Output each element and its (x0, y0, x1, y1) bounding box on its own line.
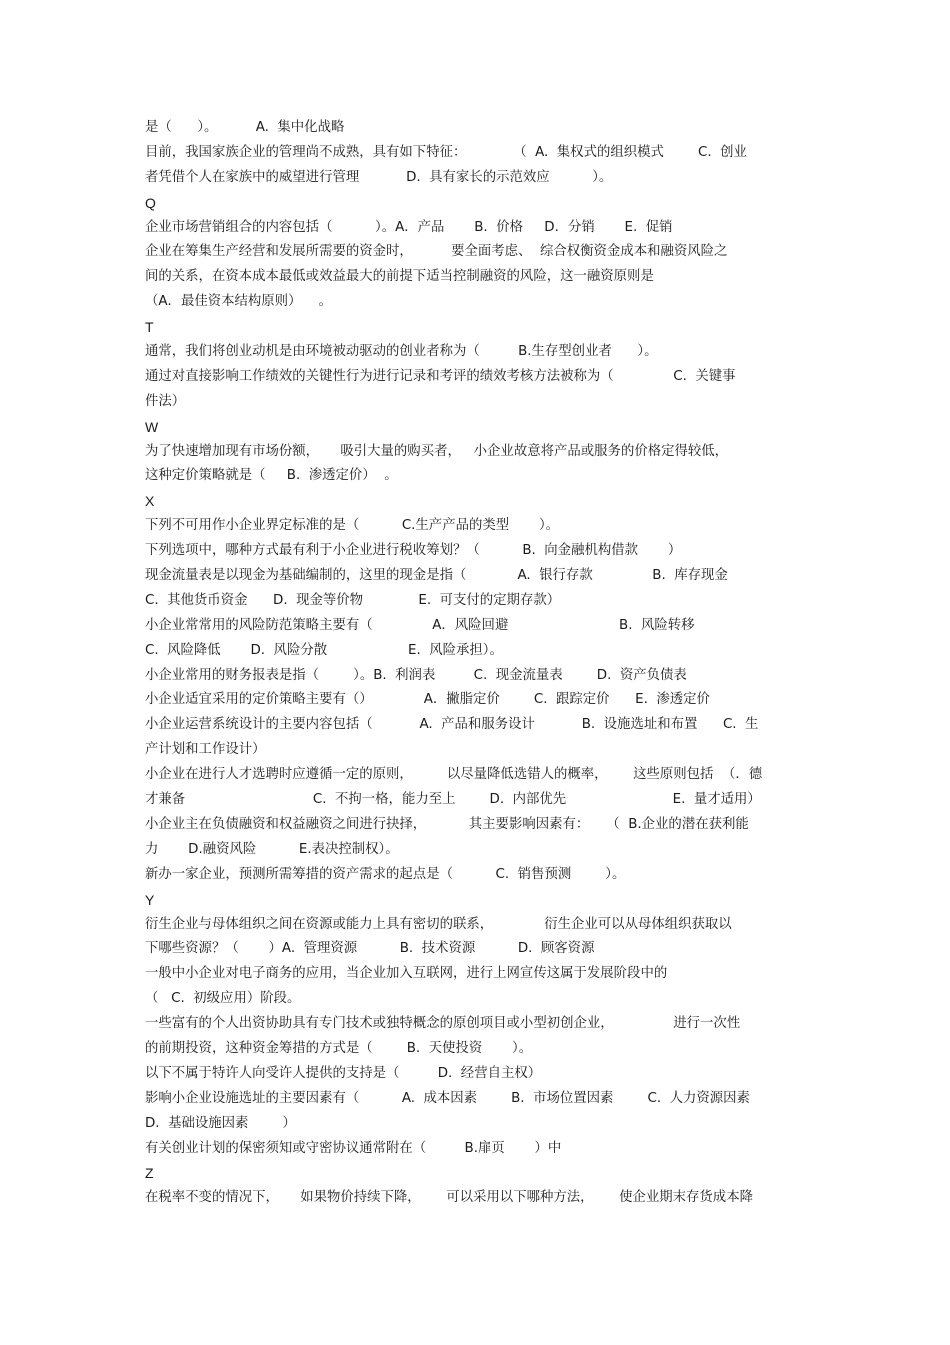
section-letter-t: T (145, 319, 154, 336)
text-line: C. 其他货币资金 D. 现金等价物 E. 可支付的定期存款） (145, 592, 561, 608)
text-line: 小企业主在负债融资和权益融资之间进行抉择， 其主要影响因素有： （ B.企业的潜在获利能 (145, 816, 749, 832)
text-line: 者凭借个人在家族中的威望进行管理 D. 具有家长的示范效应 ）。 (145, 169, 613, 185)
text-line: 小企业在进行人才选聘时应遵循一定的原则， 以尽量降低选错人的概率， 这些原则包括 （．德 (145, 767, 763, 783)
text-line: 企业市场营销组合的内容包括（ ）。A．产品 B. 价格 D．分销 E. 促销 (145, 219, 673, 235)
text-line: 产计划和工作设计） (145, 742, 266, 758)
text-line: 间的关系，在资本成本最低或效益最大的前提下适当控制融资的风险，这一融资原则是 (145, 269, 654, 285)
text-line: 影响小企业设施选址的主要因素有（ A. 成本因素 B. 市场位置因素 C. 人力资源因素 (145, 1090, 750, 1106)
text-line: D. 基础设施因素 ） (145, 1115, 296, 1131)
text-line: （ C. 初级应用）阶段。 (145, 991, 301, 1007)
text-line: 现金流量表是以现金为基础编制的，这里的现金是指（ A. 银行存款 B. 库存现金 (145, 568, 728, 584)
text-line: 小企业运营系统设计的主要内容包括（ A. 产品和服务设计 B. 设施选址和布置 C. 生 (145, 717, 759, 733)
text-line: 以下不属于特许人向受许人提供的支持是（ D. 经营自主权） (145, 1065, 542, 1081)
text-line: 在税率不变的情况下， 如果物价持续下降， 可以采用以下哪种方法， 使企业期末存货成本降 (145, 1190, 753, 1206)
text-line: 为了快速增加现有市场份额， 吸引大量的购买者， 小企业故意将产品或服务的价格定得较低， (145, 443, 729, 459)
text-line: 小企业适宜采用的定价策略主要有（） A．撇脂定价 C. 跟踪定价 E. 渗透定价 (145, 692, 710, 708)
page-content (145, 116, 810, 1211)
text-line: 小企业常用的财务报表是指（ ）。B. 利润表 C. 现金流量表 D. 资产负债表 (145, 667, 687, 683)
text-line: C. 风险降低 D. 风险分散 E. 风险承担）。 (145, 642, 503, 658)
text-line: 件法） (145, 393, 186, 409)
text-line: 小企业常常用的风险防范策略主要有（ A．风险回避 B. 风险转移 (145, 617, 695, 633)
text-line: 下列选项中，哪种方式最有利于小企业进行税收筹划？（ B. 向金融机构借款 ） (145, 543, 682, 559)
text-line: 企业在筹集生产经营和发展所需要的资金时， 要全面考虑、 综合权衡资金成本和融资风险之 (145, 244, 728, 260)
text-line: 目前，我国家族企业的管理尚不成熟，具有如下特征： （ A. 集权式的组织模式 C. 创业 (145, 144, 747, 160)
section-letter-w: W (145, 418, 159, 435)
text-line: 新办一家企业，预测所需筹措的资产需求的起点是（ C. 销售预测 ）。 (145, 866, 626, 882)
text-line: 下哪些资源？（ ）A. 管理资源 B. 技术资源 D. 顾客资源 (145, 941, 595, 957)
text-line: 衍生企业与母体组织之间在资源或能力上具有密切的联系， 衍生企业可以从母体组织获取以 (145, 916, 732, 932)
section-letter-q: Q (145, 194, 156, 211)
section-letter-x: X (145, 493, 155, 510)
text-line: 的前期投资，这种资金筹措的方式是（ B. 天使投资 ）。 (145, 1040, 533, 1056)
text-line: 这种定价策略就是（ B. 渗透定价） 。 (145, 468, 398, 484)
text-line: 一般中小企业对电子商务的应用，当企业加入互联网，进行上网宣传这属于发展阶段中的 (145, 966, 668, 982)
section-letter-y: Y (145, 891, 155, 908)
text-line: （A．最佳资本结构原则） 。 (145, 294, 332, 310)
text-line: 通过对直接影响工作绩效的关键性行为进行记录和考评的绩效考核方法被称为（ C. 关键事 (145, 368, 736, 384)
text-line: 是（ ）。 A. 集中化战略 (145, 120, 345, 135)
text-line: 有关创业计划的保密须知或守密协议通常附在（ B.扉页 ）中 (145, 1140, 562, 1156)
text-line: 通常，我们将创业动机是由环境被动驱动的创业者称为（ B.生存型创业者 ）。 (145, 344, 658, 360)
text-line: 才兼备 C. 不拘一格，能力至上 D. 内部优先 E. 量才适用） (145, 792, 761, 808)
section-letter-z: Z (145, 1165, 154, 1182)
text-line: 下列不可用作小企业界定标准的是（ C.生产产品的类型 ）。 (145, 518, 560, 534)
text-line: 一些富有的个人出资协助具有专门技术或独特概念的原创项目或小型初创企业， 进行一次性 (145, 1016, 741, 1032)
text-line: 力 D.融资风险 E.表决控制权）。 (145, 841, 399, 857)
